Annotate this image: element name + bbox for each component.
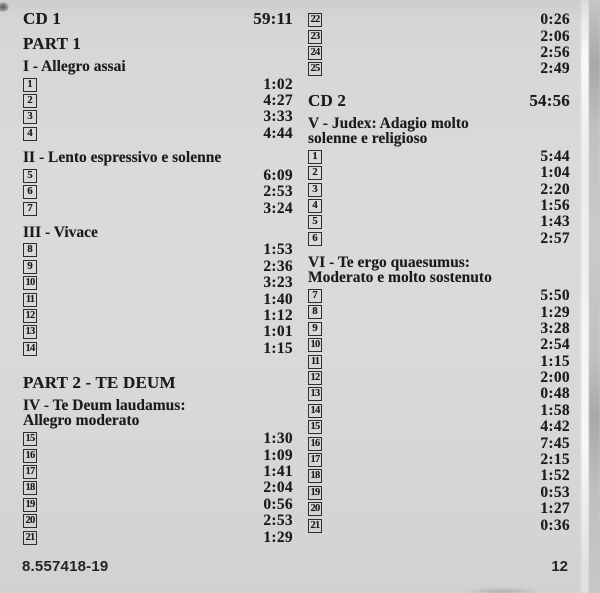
track-time: 2:00	[540, 369, 570, 387]
track-number: 13	[308, 387, 322, 401]
track-row	[23, 513, 293, 529]
track-number: 21	[23, 531, 37, 545]
track-row	[308, 181, 570, 197]
track-time: 2:57	[540, 229, 570, 247]
track-number: 20	[23, 514, 37, 528]
track-time: 2:06	[540, 27, 570, 45]
heading-line: II - Lento espressivo e solenne	[23, 149, 222, 167]
track-time: 1:09	[263, 446, 293, 464]
track-row	[23, 529, 293, 545]
movement-heading	[23, 150, 293, 166]
tracklist-column-right	[308, 10, 570, 534]
track-time: 1:43	[540, 213, 570, 231]
track-number: 5	[23, 169, 37, 183]
heading-line: I - Allegro assai	[23, 58, 126, 75]
track-row	[308, 403, 570, 419]
track-number: 23	[308, 30, 322, 44]
track-row	[308, 353, 570, 369]
track-row	[308, 517, 570, 533]
track-number: 7	[23, 202, 37, 216]
track-number: 21	[308, 519, 322, 533]
track-group	[308, 149, 570, 247]
track-time: 1:04	[540, 164, 570, 182]
track-row	[23, 480, 293, 496]
track-number: 15	[308, 420, 322, 434]
track-row	[308, 198, 570, 214]
track-number: 12	[23, 309, 37, 323]
track-time: 0:56	[263, 495, 293, 513]
movement-heading	[308, 116, 570, 147]
track-row	[23, 77, 293, 93]
track-time: 0:26	[540, 11, 570, 29]
track-number: 14	[308, 404, 322, 418]
track-row	[308, 45, 570, 61]
scan-artifact-corner	[0, 2, 9, 12]
track-row	[308, 321, 570, 337]
track-number: 19	[23, 498, 37, 512]
track-time: 1:29	[263, 528, 293, 546]
scan-artifact-smudge	[462, 588, 542, 593]
track-time: 2:53	[263, 512, 293, 530]
track-time: 1:02	[263, 75, 293, 93]
track-time: 1:01	[263, 323, 293, 341]
track-time: 1:12	[263, 307, 293, 324]
track-time: 1:40	[263, 290, 293, 308]
track-row	[308, 370, 570, 386]
track-row	[23, 291, 293, 307]
heading-line: IV - Te Deum laudamus:	[23, 396, 186, 414]
disc-header	[23, 8, 293, 29]
track-row	[308, 165, 570, 181]
part-heading	[23, 34, 293, 54]
track-time: 0:48	[540, 385, 570, 403]
disc-title: CD 1	[23, 9, 62, 28]
track-number: 4	[23, 127, 37, 141]
track-number: 10	[308, 338, 322, 352]
track-number: 6	[23, 185, 37, 199]
track-number: 7	[308, 289, 322, 303]
track-number: 15	[23, 432, 37, 446]
track-time: 3:24	[263, 199, 293, 217]
track-row	[308, 337, 570, 353]
track-time: 1:53	[263, 241, 293, 259]
track-row	[23, 431, 293, 447]
track-number: 16	[308, 437, 322, 451]
part-heading	[23, 373, 293, 393]
track-number: 1	[23, 78, 37, 92]
track-row	[308, 288, 570, 304]
track-time: 1:56	[540, 196, 570, 214]
track-time: 2:15	[540, 451, 570, 469]
heading-line: III - Vivace	[23, 223, 98, 241]
track-number: 1	[308, 150, 322, 164]
page-number: 12	[551, 558, 568, 575]
track-row	[23, 275, 293, 291]
track-number: 2	[308, 166, 322, 180]
track-row	[23, 200, 293, 216]
track-row	[23, 259, 293, 275]
heading-line: V - Judex: Adagio molto	[308, 114, 469, 132]
track-time: 1:15	[540, 352, 570, 370]
track-number: 16	[23, 449, 37, 463]
track-number: 17	[308, 453, 322, 467]
track-row	[308, 419, 570, 435]
track-time: 1:29	[540, 303, 570, 321]
track-time: 2:49	[540, 60, 570, 78]
track-time: 6:09	[263, 166, 293, 184]
disc-title: CD 2	[308, 90, 347, 110]
heading-line: solenne e religioso	[308, 130, 428, 148]
track-row	[308, 452, 570, 468]
track-number: 8	[23, 243, 37, 257]
track-row	[23, 93, 293, 109]
track-time: 2:04	[263, 479, 293, 497]
heading-line: PART 1	[23, 34, 82, 53]
track-time: 1:15	[263, 339, 293, 357]
track-time: 2:54	[540, 336, 570, 354]
track-number: 3	[308, 183, 322, 197]
page-edge-shadow	[589, 0, 600, 593]
track-row	[308, 214, 570, 230]
track-row	[308, 61, 570, 77]
track-row	[23, 242, 293, 258]
track-time: 1:27	[540, 500, 570, 518]
track-time: 3:28	[540, 319, 570, 337]
track-number: 13	[23, 325, 37, 339]
track-row	[23, 497, 293, 513]
track-time: 1:30	[263, 430, 293, 448]
track-row	[308, 485, 570, 501]
track-row	[308, 386, 570, 402]
track-number: 9	[23, 260, 37, 274]
track-row	[23, 341, 293, 357]
track-group	[23, 242, 293, 357]
track-time: 5:44	[540, 147, 570, 165]
track-number: 18	[308, 469, 322, 483]
track-time: 3:33	[263, 108, 293, 126]
track-time: 1:52	[540, 467, 570, 485]
track-row	[308, 28, 570, 44]
track-time: 5:50	[540, 287, 570, 305]
track-time: 1:41	[263, 462, 293, 480]
track-time: 2:56	[540, 43, 570, 61]
track-group	[308, 12, 570, 78]
track-row	[23, 464, 293, 480]
heading-line: Allegro moderato	[23, 412, 140, 430]
track-time: 4:42	[540, 418, 570, 436]
track-number: 2	[23, 94, 37, 108]
track-time: 7:45	[540, 434, 570, 452]
track-number: 8	[308, 305, 322, 319]
track-group	[23, 431, 293, 546]
movement-heading	[23, 225, 293, 241]
track-time: 0:36	[540, 516, 570, 534]
disc-header	[308, 90, 570, 111]
track-number: 4	[308, 199, 322, 213]
catalog-number: 8.557418-19	[22, 558, 109, 575]
track-row	[23, 447, 293, 463]
track-time: 1:58	[540, 401, 570, 419]
track-number: 24	[308, 46, 322, 60]
track-row	[23, 184, 293, 200]
disc-duration: 54:56	[529, 90, 570, 110]
track-number: 10	[23, 276, 37, 290]
track-time: 0:53	[540, 483, 570, 501]
track-number: 11	[308, 355, 322, 369]
movement-heading	[23, 398, 293, 429]
track-number: 9	[308, 322, 322, 336]
track-number: 25	[308, 62, 322, 76]
track-time: 4:44	[263, 124, 293, 142]
heading-line: Moderato e molto sostenuto	[308, 269, 492, 287]
track-row	[23, 324, 293, 340]
track-number: 22	[308, 13, 322, 27]
movement-heading	[308, 255, 570, 286]
track-row	[308, 435, 570, 451]
track-group	[23, 168, 293, 217]
track-row	[308, 231, 570, 247]
track-row	[23, 168, 293, 184]
track-number: 18	[23, 481, 37, 495]
track-number: 14	[23, 342, 37, 356]
track-number: 12	[308, 371, 322, 385]
track-time: 2:20	[540, 180, 570, 198]
track-number: 17	[23, 465, 37, 479]
track-row	[308, 468, 570, 484]
movement-heading	[23, 59, 293, 75]
heading-line: PART 2 - TE DEUM	[23, 372, 176, 392]
track-number: 19	[308, 486, 322, 500]
track-number: 3	[23, 110, 37, 124]
track-row	[23, 109, 293, 125]
track-number: 11	[23, 293, 37, 307]
track-row	[308, 12, 570, 28]
track-row	[23, 308, 293, 324]
track-time: 4:27	[263, 92, 293, 110]
track-row	[308, 304, 570, 320]
track-row	[308, 149, 570, 165]
track-number: 5	[308, 215, 322, 229]
track-time: 2:53	[263, 183, 293, 201]
track-time: 3:23	[263, 274, 293, 292]
track-number: 6	[308, 232, 322, 246]
tracklist-column-left	[23, 8, 293, 546]
track-time: 2:36	[263, 257, 293, 275]
track-group	[308, 288, 570, 534]
heading-line: VI - Te ergo quaesumus:	[308, 253, 470, 271]
track-number: 20	[308, 502, 322, 516]
track-group	[23, 77, 293, 143]
track-row	[23, 126, 293, 142]
disc-duration: 59:11	[253, 9, 293, 28]
track-row	[308, 501, 570, 517]
page-edge-highlight	[581, 0, 589, 593]
